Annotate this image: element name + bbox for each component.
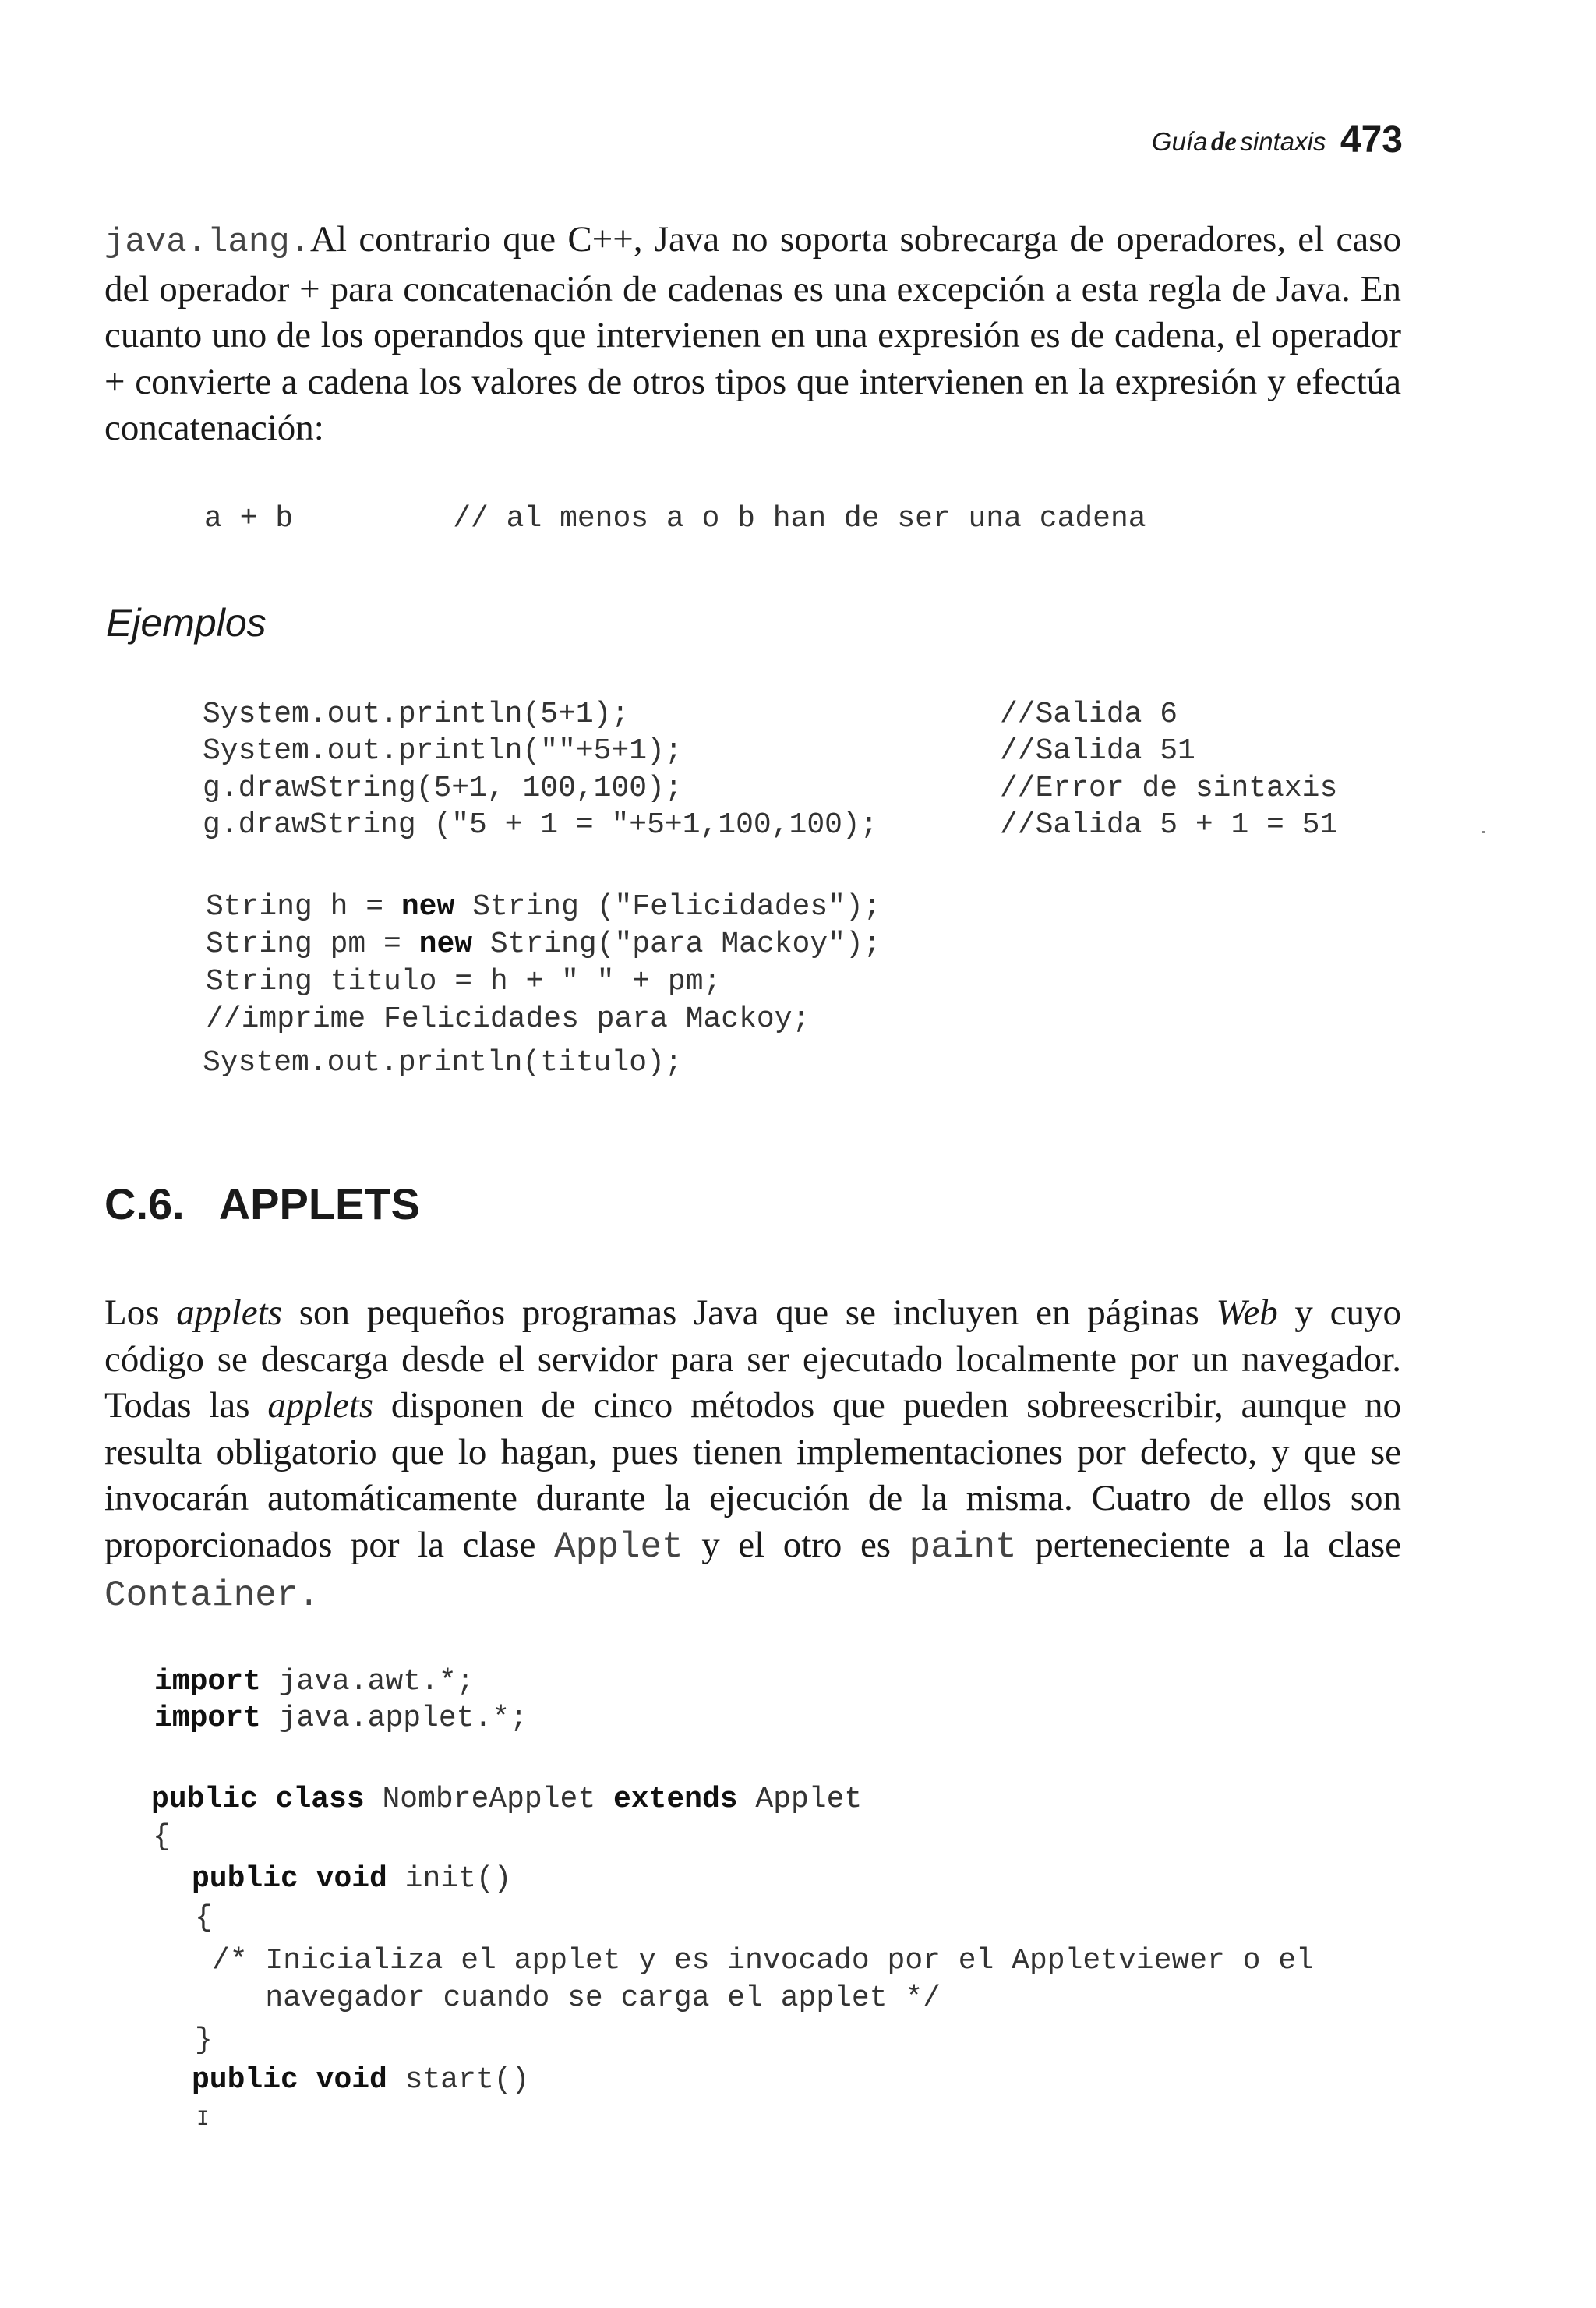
inline-code-java-lang: java.lang. [104,223,311,262]
examples-heading: Ejemplos [106,601,267,645]
header-guia: Guía [1151,127,1208,156]
example-comment-3: //Error de sintaxis [1000,772,1338,805]
example-comment-1: //Salida 6 [1000,698,1178,731]
code-line: String pm = new String("para Mackoy"); [206,928,881,961]
code-line: public class NombreApplet extends Applet [151,1783,863,1816]
stray-mark [1482,831,1485,833]
code-line: //imprime Felicidades para Mackoy; [206,1002,810,1036]
code-line: { [195,1901,213,1935]
code-line: String h = new String ("Felicidades"); [206,890,881,924]
section-heading [104,1179,420,1229]
concat-code: a + b // al menos a o b han de ser una cadena [204,502,1146,535]
page-number: 473 [1340,119,1403,161]
header-sintaxis: sintaxis [1240,127,1326,156]
running-header [1152,118,1403,161]
code-line: import java.applet.*; [154,1702,528,1735]
example-code-3: g.drawString(5+1, 100,100); [203,772,683,805]
example-code-1: System.out.println(5+1); [203,698,630,731]
example-code-4: g.drawString ("5 + 1 = "+5+1,100,100); [203,808,878,842]
code-line: import java.awt.*; [154,1665,475,1698]
code-line: public void start() [192,2063,530,2097]
code-line: navegador cuando se carga el applet */ [212,1981,941,2015]
section-number: C.6. [104,1179,185,1228]
applets-paragraph: Los applets son pequeños programas Java que se incluyen en páginas Web y cuyo código se descarga desde el servidor para ser ejecutado localmente por un navegador. Todas las applets disponen de cinco métodos que pueden sobreescribir, aunque no resulta obligatorio que lo hagan, pues tienen implementaciones por defecto, y que se invocarán automáticamente durante la ejecución de la misma. Cuatro de ellos son proporcionados por la clase Applet y el otro es paint perteneciente a la clase Container. [104,1292,1402,1616]
code-line: I [196,2108,210,2132]
code-line: String titulo = h + " " + pm; [206,965,722,998]
inline-code-paint: paint [909,1526,1017,1568]
code-line: { [153,1820,171,1854]
inline-code-container: Container. [104,1575,320,1616]
section-title: APPLETS [218,1179,420,1228]
code-line: } [195,2023,213,2057]
intro-text: Al contrario que C++, Java no soporta sobrecarga de operadores, el caso del operador + para concatenación de cadenas es una excepción a esta regla de Java. En cuanto uno de los operandos que intervienen en una expresión es de cadena, el operador + convierte a cadena los valores de otros tipos que intervienen en la expresión y efectúa concatenación: [104,219,1401,448]
example-comment-4: //Salida 5 + 1 = 51 [1000,808,1338,842]
example-code-2: System.out.println(""+5+1); [203,734,683,768]
code-line: /* Inicializa el applet y es invocado por el Appletviewer o el [212,1944,1314,1978]
code-line: System.out.println(titulo); [203,1046,683,1080]
code-line: public void init() [192,1862,512,1896]
inline-code-applet: Applet [554,1526,683,1568]
example-comment-2: //Salida 51 [1000,734,1195,768]
intro-paragraph [104,217,1401,452]
header-de: de [1210,126,1237,157]
